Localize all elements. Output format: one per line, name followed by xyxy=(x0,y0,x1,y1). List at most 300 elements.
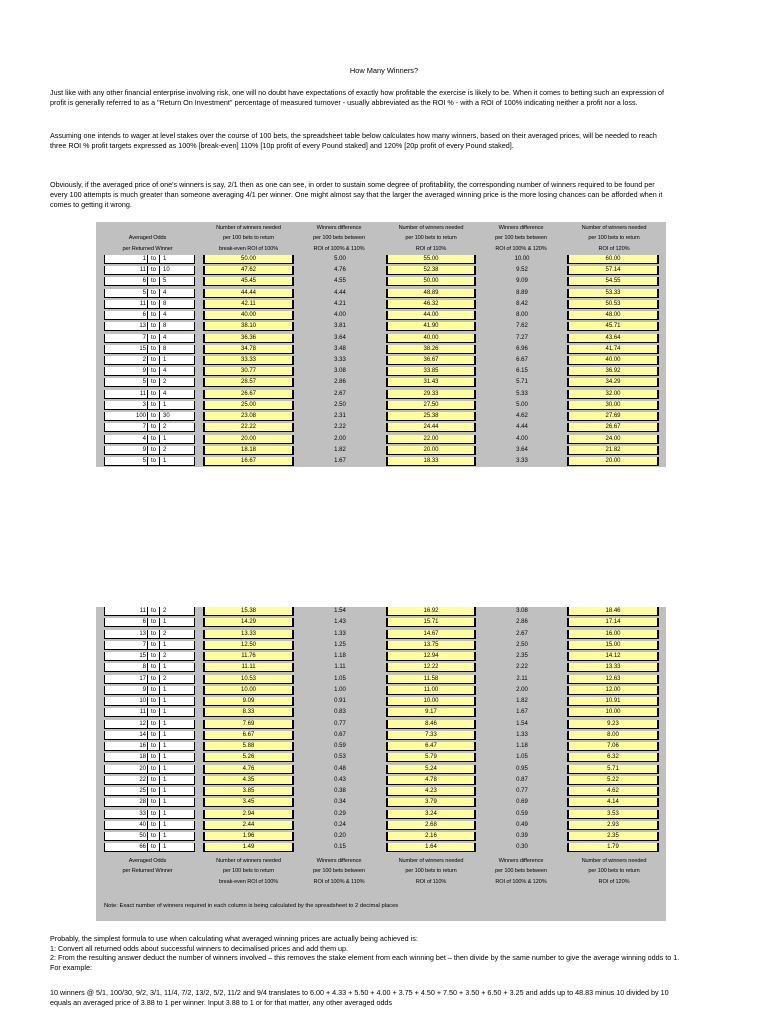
winners-needed-100: 23.08 xyxy=(203,412,294,421)
difference-100-110: 0.15 xyxy=(334,844,346,851)
winners-needed-120: 60.00 xyxy=(567,255,659,264)
winners-needed-120: 1.79 xyxy=(567,843,659,852)
header-line: per 100 bets to return xyxy=(588,868,640,875)
header-line: Averaged Odds xyxy=(128,858,167,864)
header-line: Number of winners needed xyxy=(581,858,647,864)
winners-needed-110: 31.43 xyxy=(386,378,476,387)
odds-denominator: 8 xyxy=(163,323,167,330)
header-line: per Returned Winner xyxy=(122,868,173,875)
table-row xyxy=(96,423,666,432)
table-row xyxy=(96,277,666,286)
winners-needed-100: 12.50 xyxy=(203,641,294,650)
difference-100-110: 3.64 xyxy=(334,334,346,341)
table-row xyxy=(96,641,666,650)
formula-step-1: 1: Convert all returned odds about successful winners to decimalised prices and add them up. xyxy=(50,943,349,953)
winners-needed-100: 36.36 xyxy=(203,334,294,343)
winners-needed-110: 1.64 xyxy=(386,843,476,852)
winners-needed-100: 7.69 xyxy=(203,720,294,729)
odds-numerator: 11 xyxy=(139,390,146,397)
odds-cell xyxy=(104,446,195,455)
odds-to: to xyxy=(147,843,160,852)
winners-needed-110: 11.58 xyxy=(386,675,476,684)
header-line: per 100 bets to return xyxy=(222,868,275,875)
difference-100-110: 0.20 xyxy=(334,833,346,840)
odds-to: to xyxy=(147,289,160,298)
odds-denominator: 4 xyxy=(163,390,167,397)
winners-needed-100: 2.44 xyxy=(203,821,294,830)
winners-needed-120: 45.71 xyxy=(567,322,659,331)
winners-needed-100: 47.62 xyxy=(203,266,294,275)
header-line: Averaged Odds xyxy=(128,235,167,242)
header-line: ROI of 100% & 120% xyxy=(495,245,547,252)
odds-denominator: 5 xyxy=(163,278,167,285)
odds-to: to xyxy=(147,765,160,774)
table-row xyxy=(96,367,666,376)
odds-cell xyxy=(104,708,195,717)
table-row xyxy=(96,821,666,830)
odds-to: to xyxy=(147,345,160,354)
winners-needed-120: 12.63 xyxy=(567,675,659,684)
odds-denominator: 1 xyxy=(163,788,167,795)
odds-cell xyxy=(104,798,195,807)
winners-needed-110: 6.47 xyxy=(386,742,476,751)
winners-needed-100: 1.96 xyxy=(203,832,294,841)
table-row xyxy=(96,311,666,320)
header-line: Winners difference xyxy=(316,225,362,231)
table-row xyxy=(96,787,666,796)
odds-to: to xyxy=(147,423,160,432)
odds-to: to xyxy=(147,390,160,399)
header-line xyxy=(96,877,199,887)
winners-needed-110: 24.44 xyxy=(386,423,476,432)
odds-cell xyxy=(104,401,195,410)
odds-to: to xyxy=(147,266,160,275)
odds-denominator: 2 xyxy=(163,424,167,431)
winners-needed-120: 20.00 xyxy=(567,457,659,466)
header-cell-2 xyxy=(296,856,382,887)
odds-cell xyxy=(104,776,195,785)
winners-needed-110: 5.24 xyxy=(386,765,476,774)
winners-needed-110: 18.33 xyxy=(386,457,476,466)
odds-cell xyxy=(104,810,195,819)
winners-needed-110: 13.75 xyxy=(386,641,476,650)
winners-needed-120: 9.23 xyxy=(567,720,659,729)
formula-intro: Probably, the simplest formula to use when calculating what averaged winning prices are actually being achieved is: xyxy=(50,934,418,943)
winners-needed-120: 54.55 xyxy=(567,277,659,286)
winners-needed-120: 53.33 xyxy=(567,289,659,298)
winners-needed-100: 33.33 xyxy=(203,356,294,365)
odds-cell xyxy=(104,720,195,729)
difference-100-120: 0.39 xyxy=(516,833,528,840)
difference-100-120: 4.00 xyxy=(516,435,528,442)
winners-needed-120: 26.67 xyxy=(567,423,659,432)
table-row xyxy=(96,378,666,387)
odds-numerator: 9 xyxy=(142,686,146,693)
difference-100-110: 0.38 xyxy=(334,788,346,795)
winners-needed-120: 43.64 xyxy=(567,334,659,343)
odds-cell xyxy=(104,289,195,298)
table-row xyxy=(96,457,666,466)
difference-100-120: 0.30 xyxy=(516,844,528,851)
difference-100-120: 1.67 xyxy=(516,709,528,716)
odds-numerator: 8 xyxy=(142,664,146,671)
odds-numerator: 66 xyxy=(139,844,146,851)
table-row xyxy=(96,345,666,354)
odds-numerator: 33 xyxy=(139,810,146,817)
odds-to: to xyxy=(147,821,160,830)
table-row xyxy=(96,697,666,706)
winners-needed-120: 12.00 xyxy=(567,686,659,695)
header-cell-2 xyxy=(296,223,382,254)
difference-100-110: 3.48 xyxy=(334,345,346,352)
table-row xyxy=(96,255,666,264)
winners-needed-100: 22.22 xyxy=(203,423,294,432)
difference-100-120: 2.22 xyxy=(516,664,528,671)
difference-100-120: 0.95 xyxy=(516,765,528,772)
odds-denominator: 2 xyxy=(163,653,167,660)
odds-numerator: 9 xyxy=(142,368,146,375)
odds-to: to xyxy=(147,435,160,444)
odds-to: to xyxy=(147,300,160,309)
table-row xyxy=(96,652,666,661)
odds-denominator: 4 xyxy=(163,368,167,375)
odds-cell xyxy=(104,457,195,466)
header-line: ROI of 120% xyxy=(598,878,630,885)
header-line: Number of winners needed xyxy=(581,225,647,231)
difference-100-120: 0.69 xyxy=(516,799,528,806)
table-row xyxy=(96,832,666,841)
difference-100-120: 2.86 xyxy=(516,619,528,626)
odds-to: to xyxy=(147,731,160,740)
difference-100-120: 7.62 xyxy=(516,323,528,330)
winners-needed-120: 2.35 xyxy=(567,832,659,841)
difference-100-110: 3.81 xyxy=(334,323,346,330)
table-row xyxy=(96,675,666,684)
difference-100-110: 2.31 xyxy=(334,413,346,420)
difference-100-110: 0.29 xyxy=(334,810,346,817)
winners-needed-110: 12.94 xyxy=(386,652,476,661)
header-line: ROI of 100% & 120% xyxy=(495,878,547,885)
odds-denominator: 1 xyxy=(163,664,167,671)
odds-cell xyxy=(104,765,195,774)
header-line: per 100 bets to return xyxy=(405,868,457,875)
difference-100-120: 6.96 xyxy=(516,345,528,352)
odds-numerator: 5 xyxy=(142,457,146,464)
winners-needed-110: 4.23 xyxy=(386,787,476,796)
winners-needed-100: 11.11 xyxy=(203,663,294,672)
table-row xyxy=(96,708,666,717)
difference-100-110: 0.91 xyxy=(334,698,346,705)
winners-needed-110: 10.00 xyxy=(386,697,476,706)
odds-denominator: 1 xyxy=(163,686,167,693)
odds-denominator: 8 xyxy=(163,345,167,352)
difference-100-120: 2.35 xyxy=(516,653,528,660)
table-row xyxy=(96,630,666,639)
winners-needed-110: 52.38 xyxy=(386,266,476,275)
difference-100-120: 2.00 xyxy=(516,686,528,693)
table-row xyxy=(96,334,666,343)
header-line: ROI of 120% xyxy=(598,245,630,252)
odds-to: to xyxy=(147,742,160,751)
odds-numerator: 7 xyxy=(142,424,146,431)
winners-needed-110: 12.22 xyxy=(386,663,476,672)
odds-to: to xyxy=(147,457,160,466)
odds-cell xyxy=(104,731,195,740)
intro-paragraph: Just like with any other financial enterprise involving risk, one will no doubt have expectations of exactly how profitable the exercise is likely to be. When it comes to betting such an expression of profit is generally referred to as a "Return On Investment" percentage of measured turnover - usually abbreviated as the ROI % - with a ROI of 100% indicating neither a profit nor a loss. xyxy=(50,88,665,107)
odds-to: to xyxy=(147,810,160,819)
winners-needed-100: 2.94 xyxy=(203,810,294,819)
odds-to: to xyxy=(147,720,160,729)
winners-needed-120: 32.00 xyxy=(567,390,659,399)
difference-100-120: 4.44 xyxy=(516,424,528,431)
winners-needed-110: 9.17 xyxy=(386,708,476,717)
odds-denominator: 2 xyxy=(163,379,167,386)
odds-cell xyxy=(104,412,195,421)
difference-100-110: 1.67 xyxy=(334,457,346,464)
odds-denominator: 1 xyxy=(163,356,167,363)
header-line: ROI of 100% & 110% xyxy=(313,878,365,885)
odds-cell xyxy=(104,686,195,695)
odds-numerator: 11 xyxy=(139,709,146,716)
winners-needed-100: 26.67 xyxy=(203,390,294,399)
formula-paragraph xyxy=(50,934,690,972)
odds-numerator: 18 xyxy=(139,754,146,761)
winners-needed-120: 7.06 xyxy=(567,742,659,751)
winners-needed-120: 10.91 xyxy=(567,697,659,706)
odds-denominator: 1 xyxy=(163,619,167,626)
winners-needed-100: 34.78 xyxy=(203,345,294,354)
difference-100-120: 6.67 xyxy=(516,356,528,363)
header-line: per Returned Winner xyxy=(122,245,173,252)
table-row xyxy=(96,843,666,852)
header-line: Winners difference xyxy=(498,225,544,231)
odds-numerator: 7 xyxy=(142,641,146,648)
odds-cell xyxy=(104,832,195,841)
winners-needed-120: 13.33 xyxy=(567,663,659,672)
odds-cell xyxy=(104,255,195,264)
odds-to: to xyxy=(147,776,160,785)
odds-denominator: 2 xyxy=(163,675,167,682)
odds-numerator: 17 xyxy=(139,675,146,682)
winners-needed-100: 15.38 xyxy=(203,607,294,616)
header-line: break-even ROI of 100% xyxy=(218,245,279,252)
odds-cell xyxy=(104,742,195,751)
table-row xyxy=(96,810,666,819)
odds-denominator: 1 xyxy=(163,765,167,772)
odds-to: to xyxy=(147,311,160,320)
winners-needed-120: 2.93 xyxy=(567,821,659,830)
winners-needed-100: 5.88 xyxy=(203,742,294,751)
odds-numerator: 5 xyxy=(142,289,146,296)
odds-denominator: 1 xyxy=(163,457,167,464)
odds-numerator: 2 xyxy=(142,356,146,363)
odds-numerator: 3 xyxy=(142,401,146,408)
winners-needed-120: 10.00 xyxy=(567,708,659,717)
odds-to: to xyxy=(147,401,160,410)
difference-100-120: 4.62 xyxy=(516,413,528,420)
difference-100-120: 2.67 xyxy=(516,630,528,637)
winners-needed-110: 44.00 xyxy=(386,311,476,320)
table-row xyxy=(96,356,666,365)
header-cell-1 xyxy=(201,856,296,887)
difference-100-110: 0.83 xyxy=(334,709,346,716)
odds-cell xyxy=(104,618,195,627)
difference-100-110: 1.33 xyxy=(334,630,346,637)
winners-needed-120: 24.00 xyxy=(567,435,659,444)
odds-numerator: 7 xyxy=(142,334,146,341)
header-line: break-even ROI of 100% xyxy=(218,878,279,885)
odds-cell xyxy=(104,675,195,684)
odds-denominator: 10 xyxy=(163,267,170,274)
difference-100-120: 2.50 xyxy=(516,641,528,648)
odds-numerator: 10 xyxy=(139,698,146,705)
winners-needed-120: 18.46 xyxy=(567,607,659,616)
difference-100-110: 0.53 xyxy=(334,754,346,761)
difference-100-120: 0.87 xyxy=(516,776,528,783)
header-line: per 100 bets to return xyxy=(405,235,457,242)
odds-to: to xyxy=(147,753,160,762)
difference-100-110: 1.05 xyxy=(334,675,346,682)
odds-cell xyxy=(104,652,195,661)
header-cell-5 xyxy=(565,223,663,254)
odds-cell xyxy=(104,345,195,354)
difference-100-120: 1.18 xyxy=(516,743,528,750)
difference-100-120: 7.27 xyxy=(516,334,528,341)
table-row xyxy=(96,720,666,729)
difference-100-120: 8.89 xyxy=(516,289,528,296)
odds-denominator: 1 xyxy=(163,641,167,648)
difference-100-110: 1.54 xyxy=(334,608,346,614)
table-row xyxy=(96,289,666,298)
difference-100-120: 0.77 xyxy=(516,788,528,795)
odds-cell xyxy=(104,821,195,830)
difference-100-110: 4.21 xyxy=(334,300,346,307)
odds-denominator: 1 xyxy=(163,401,167,408)
difference-100-110: 0.34 xyxy=(334,799,346,806)
odds-cell xyxy=(104,435,195,444)
winners-needed-110: 40.00 xyxy=(386,334,476,343)
odds-numerator: 14 xyxy=(139,731,146,738)
difference-100-110: 2.50 xyxy=(334,401,346,408)
winners-needed-120: 6.32 xyxy=(567,753,659,762)
header-cell-0 xyxy=(96,856,199,887)
odds-numerator: 13 xyxy=(139,323,146,330)
odds-denominator: 2 xyxy=(163,446,167,453)
odds-numerator: 12 xyxy=(139,720,146,727)
odds-to: to xyxy=(147,675,160,684)
odds-cell xyxy=(104,843,195,852)
odds-to: to xyxy=(147,277,160,286)
table-row xyxy=(96,776,666,785)
winners-needed-110: 15.71 xyxy=(386,618,476,627)
difference-100-110: 4.00 xyxy=(334,312,346,319)
difference-100-110: 0.77 xyxy=(334,720,346,727)
winners-needed-110: 20.00 xyxy=(386,446,476,455)
difference-100-110: 0.24 xyxy=(334,821,346,828)
difference-100-120: 5.33 xyxy=(516,390,528,397)
header-line: Winners difference xyxy=(316,858,362,864)
table-note: Note: Exact number of winners required in each column is being calculated by the spreadsheet to 2 decimal places xyxy=(104,903,399,909)
odds-denominator: 1 xyxy=(163,810,167,817)
winners-needed-120: 36.92 xyxy=(567,367,659,376)
odds-to: to xyxy=(147,367,160,376)
winners-needed-100: 14.29 xyxy=(203,618,294,627)
odds-cell xyxy=(104,630,195,639)
odds-to: to xyxy=(147,630,160,639)
header-line: ROI of 110% xyxy=(415,245,447,252)
odds-numerator: 22 xyxy=(139,776,146,783)
odds-denominator: 2 xyxy=(163,630,167,637)
difference-100-120: 10.00 xyxy=(514,256,530,262)
odds-to: to xyxy=(147,356,160,365)
table-row xyxy=(96,753,666,762)
odds-to: to xyxy=(147,708,160,717)
odds-cell xyxy=(104,663,195,672)
winners-needed-110: 55.00 xyxy=(386,255,476,264)
odds-to: to xyxy=(147,787,160,796)
difference-100-110: 1.00 xyxy=(334,686,346,693)
table-row xyxy=(96,607,666,616)
odds-cell xyxy=(104,311,195,320)
winners-needed-110: 50.00 xyxy=(386,277,476,286)
winners-needed-100: 42.11 xyxy=(203,300,294,309)
odds-denominator: 8 xyxy=(163,300,167,307)
winners-needed-100: 5.26 xyxy=(203,753,294,762)
winners-needed-100: 18.18 xyxy=(203,446,294,455)
winners-needed-100: 6.67 xyxy=(203,731,294,740)
difference-100-110: 1.43 xyxy=(334,619,346,626)
difference-100-120: 9.52 xyxy=(516,267,528,274)
winners-needed-120: 4.62 xyxy=(567,787,659,796)
winners-needed-100: 4.76 xyxy=(203,765,294,774)
odds-cell xyxy=(104,334,195,343)
difference-100-120: 1.05 xyxy=(516,754,528,761)
odds-numerator: 6 xyxy=(142,312,146,319)
header-line xyxy=(96,223,199,233)
odds-to: to xyxy=(147,663,160,672)
odds-cell xyxy=(104,607,195,616)
difference-100-110: 4.76 xyxy=(334,267,346,274)
header-line: per 100 bets between xyxy=(313,868,365,875)
odds-cell xyxy=(104,390,195,399)
odds-to: to xyxy=(147,832,160,841)
winners-needed-120: 5.71 xyxy=(567,765,659,774)
winners-needed-110: 3.24 xyxy=(386,810,476,819)
odds-denominator: 2 xyxy=(163,608,167,614)
odds-cell xyxy=(104,322,195,331)
odds-denominator: 1 xyxy=(163,743,167,750)
table-row xyxy=(96,765,666,774)
header-cell-4 xyxy=(479,856,563,887)
table-row xyxy=(96,435,666,444)
winners-needed-100: 8.33 xyxy=(203,708,294,717)
winners-needed-120: 48.00 xyxy=(567,311,659,320)
winners-needed-110: 14.67 xyxy=(386,630,476,639)
header-line: Number of winners needed xyxy=(398,858,464,864)
odds-to: to xyxy=(147,798,160,807)
winners-needed-100: 9.09 xyxy=(203,697,294,706)
difference-100-120: 0.49 xyxy=(516,821,528,828)
difference-100-120: 3.33 xyxy=(516,457,528,464)
example-paragraph: 10 winners @ 5/1, 100/30, 9/2, 3/1, 11/4, 7/2, 13/2, 5/2, 11/2 and 9/4 translates to 6.00 + 4.33 + 5.50 + 4.00 + 3.75 + 4.50 + 7.50 + 3.50 + 6.50 + 3.25 and adds up to 48.83 minus 10 divided by 10 equals an averaged price of 3.88 to 1 per winner. Input 3.88 to 1 or for that matter, any other averaged odds xyxy=(50,988,669,1007)
odds-denominator: 4 xyxy=(163,334,167,341)
winners-needed-110: 4.78 xyxy=(386,776,476,785)
difference-100-110: 3.33 xyxy=(334,356,346,363)
odds-cell xyxy=(104,356,195,365)
table-row xyxy=(96,322,666,331)
winners-needed-120: 34.29 xyxy=(567,378,659,387)
odds-cell xyxy=(104,423,195,432)
